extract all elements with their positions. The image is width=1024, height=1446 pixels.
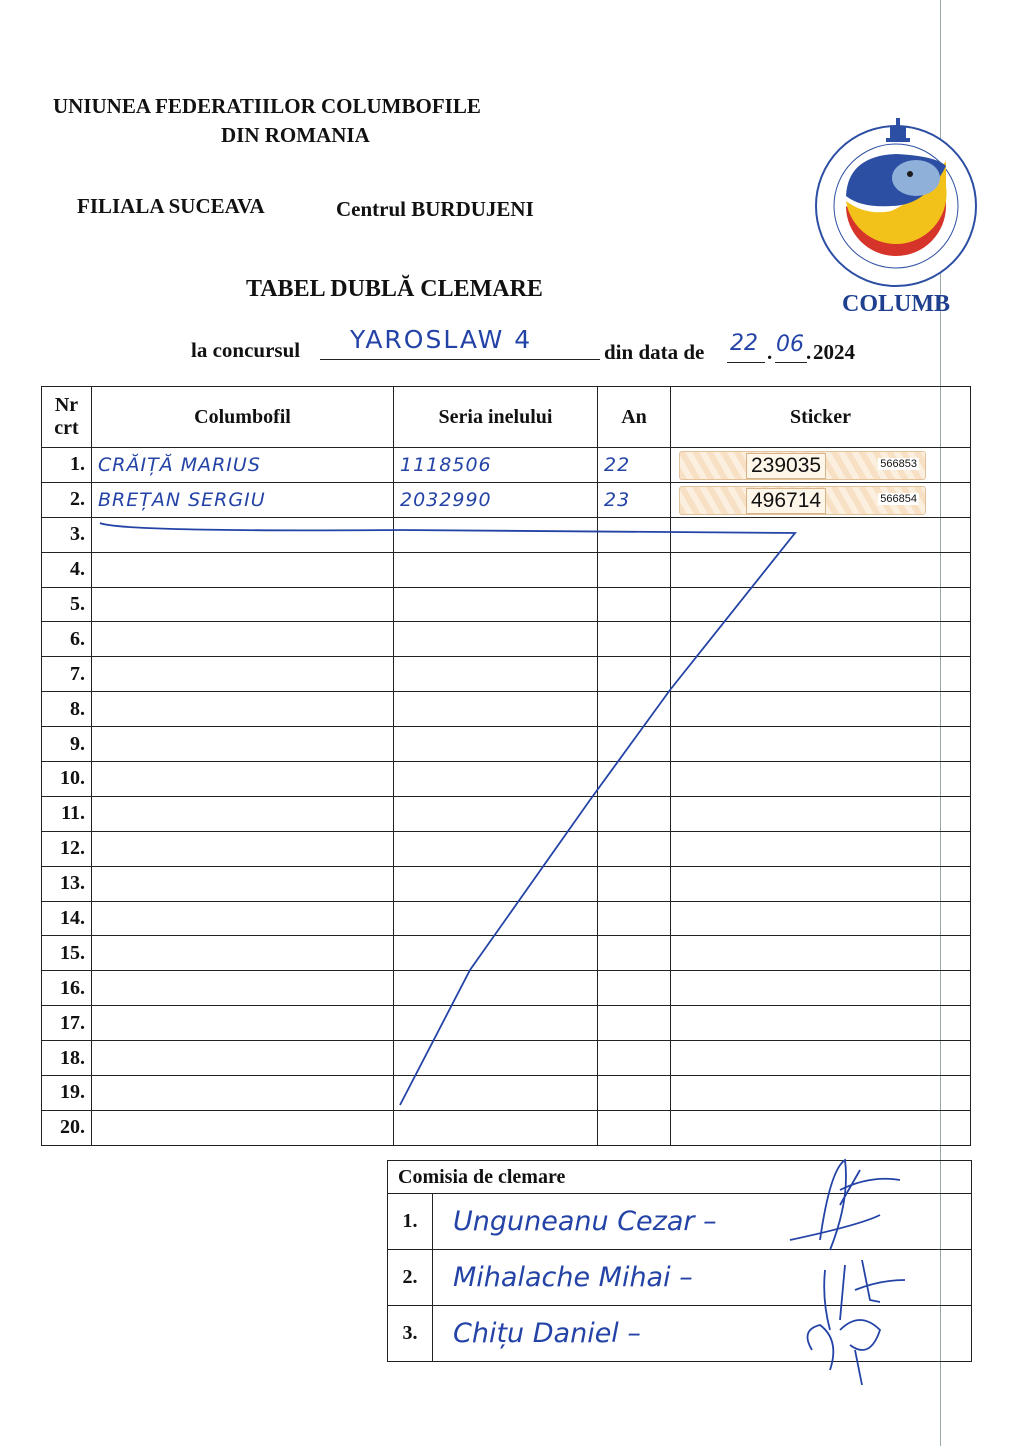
col-sticker-header: Sticker [671,387,971,448]
commission-name: Unguneanu Cezar – [433,1194,972,1250]
contest-value: YAROSLAW 4 [350,325,533,354]
row-nr: 4. [42,552,92,587]
sticker-small-number: 566853 [880,458,917,470]
row-nr: 9. [42,727,92,762]
row-nr: 10. [42,762,92,797]
row-nr: 16. [42,971,92,1006]
sticker-number: 239035 [746,453,826,479]
row-an: 22 [598,448,671,483]
row-nr: 17. [42,1006,92,1041]
row-columbofil: CRĂIȚĂ MARIUS [92,448,394,483]
col-seria-header: Seria inelului [394,387,598,448]
commission-title: Comisia de clemare [388,1161,972,1194]
row-nr: 8. [42,692,92,727]
row-seria: 2032990 [394,482,598,517]
branch-name: FILIALA SUCEAVA [77,194,265,218]
col-columbofil-header: Columbofil [92,387,394,448]
date-day: 22 [730,331,758,356]
date-month: 06 [776,332,804,357]
commission-nr: 3. [388,1306,433,1362]
row-nr: 11. [42,796,92,831]
contest-label: la concursul [191,338,301,362]
row-nr: 6. [42,622,92,657]
row-nr: 20. [42,1110,92,1145]
date-sep-2: . [806,340,812,364]
row-nr: 13. [42,866,92,901]
signature-1 [790,1160,900,1250]
row-nr: 14. [42,901,92,936]
commission-nr: 1. [388,1194,433,1250]
row-nr: 18. [42,1041,92,1076]
col-an-header: An [598,387,671,448]
row-nr: 3. [42,517,92,552]
row-an: 23 [598,482,671,517]
date-sep-1: . [767,340,773,364]
signature-2 [824,1260,905,1330]
row-nr: 7. [42,657,92,692]
date-label: din data de [604,340,705,364]
row-columbofil: BREȚAN SERGIU [92,482,394,517]
date-year: 2024 [813,340,855,364]
col-nr-header: Nr crt [42,387,92,448]
row-nr: 15. [42,936,92,971]
sticker-number: 496714 [746,488,826,514]
row-nr: 1. [42,448,92,483]
org-line2: DIN ROMANIA [221,123,370,147]
signature-3 [808,1320,881,1385]
commission-name: Chițu Daniel – [433,1306,972,1362]
row-nr: 19. [42,1076,92,1111]
row-nr: 2. [42,482,92,517]
org-line1: UNIUNEA FEDERATIILOR COLUMBOFILE [53,94,481,118]
row-seria: 1118506 [394,448,598,483]
row-nr: 12. [42,831,92,866]
logo-text: COLUMB [842,291,950,316]
sticker-small-number: 566854 [880,492,917,505]
commission-name: Mihalache Mihai – [433,1250,972,1306]
page-title: TABEL DUBLĂ CLEMARE [246,276,543,302]
center-name: Centrul BURDUJENI [336,197,534,221]
row-nr: 5. [42,587,92,622]
commission-nr: 2. [388,1250,433,1306]
